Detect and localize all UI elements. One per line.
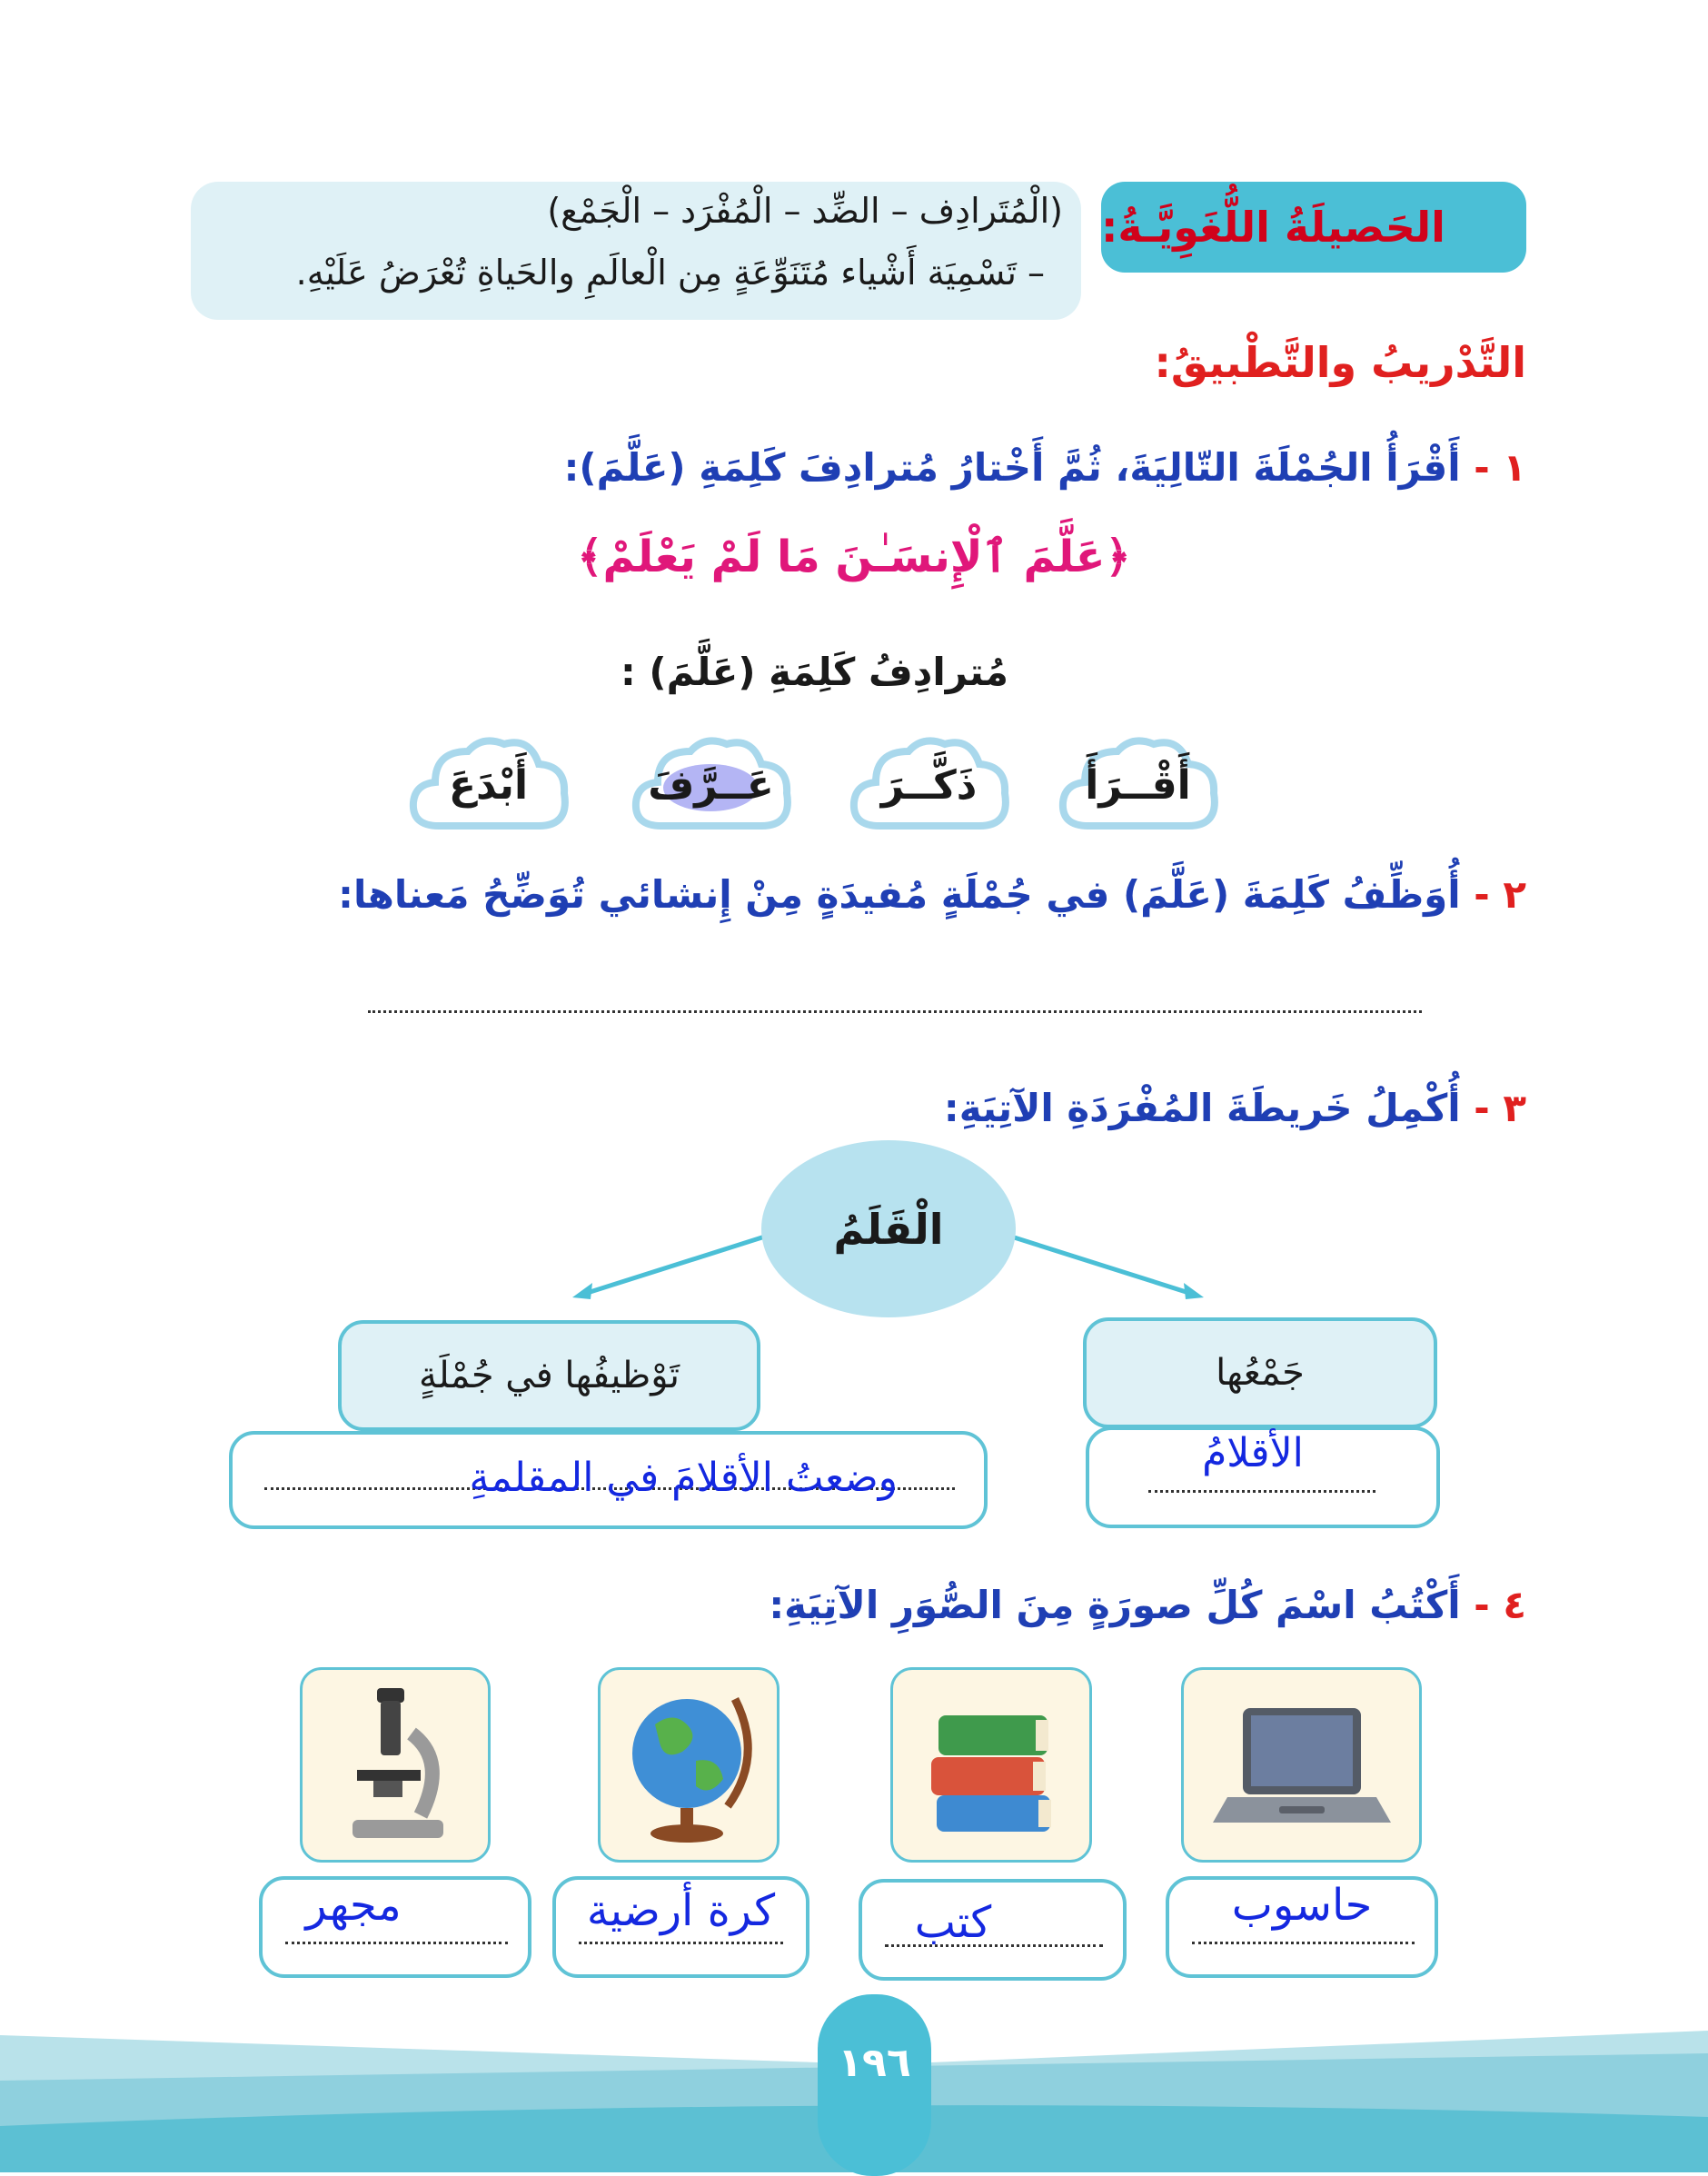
answer-box-books[interactable] xyxy=(859,1879,1127,1981)
section-label: الحَصيلَةُ اللُّغَوِيَّـةُ: xyxy=(1101,182,1526,273)
question-3-text: أُكْمِلُ خَريطَةَ المُفْرَدَةِ الآتِيَةِ: xyxy=(943,1086,1461,1130)
page-number: ١٩٦ xyxy=(818,1994,931,2176)
microscope-picture xyxy=(300,1667,491,1863)
answer-box-microscope[interactable] xyxy=(259,1876,531,1978)
answer-line[interactable] xyxy=(368,1010,1422,1013)
question-2-text: أُوَظِّفُ كَلِمَةَ (عَلَّمَ) في جُمْلَةٍ مُفيدَةٍ مِنْ إِنشائي تُوَضِّحُ مَعناها: xyxy=(338,872,1461,917)
option-label: ذَكَّــرَ xyxy=(880,762,978,809)
question-1-text: أَقْرَأُ الجُمْلَةَ التّالِيَةَ، ثُمَّ أَخْتارُ مُترادِفَ كَلِمَةِ (عَلَّمَ): xyxy=(563,445,1461,490)
plural-answer-box[interactable] xyxy=(1086,1426,1440,1528)
dotted-line xyxy=(285,1942,508,1944)
option-cloud-selected[interactable] xyxy=(627,731,795,840)
plural-header-box xyxy=(1083,1317,1437,1428)
option-label: عَــرَّفَ xyxy=(648,762,774,809)
answer-laptop: حاسوب xyxy=(1231,1880,1373,1931)
answer-books: كتب xyxy=(914,1897,992,1948)
usage-answer-box[interactable] xyxy=(229,1431,988,1529)
option-cloud[interactable] xyxy=(1054,731,1222,840)
synonym-label: مُترادِفُ كَلِمَةِ (عَلَّمَ) : xyxy=(620,650,1008,694)
question-4-number: ٤ - xyxy=(1474,1583,1526,1627)
dotted-line xyxy=(1192,1942,1415,1944)
question-3 xyxy=(944,1086,1526,1130)
question-1 xyxy=(564,445,1526,490)
globe-picture xyxy=(598,1667,780,1863)
answer-microscope: مجهر xyxy=(305,1880,402,1931)
option-cloud[interactable] xyxy=(404,731,572,840)
summary-line-1: (الْمُتَرادِف – الضِّد – الْمُفْرَد – الْجَمْع) xyxy=(547,191,1063,231)
question-3-number: ٣ - xyxy=(1474,1086,1526,1130)
globe-icon xyxy=(601,1670,777,1860)
usage-answer: وضعتُ الأقلامَ في المقلمةِ xyxy=(469,1455,898,1501)
option-cloud[interactable] xyxy=(845,731,1013,840)
usage-header: تَوْظيفُها في جُمْلَةٍ xyxy=(419,1355,680,1396)
answer-box-laptop[interactable] xyxy=(1166,1876,1438,1978)
option-label: أَبْدَعَ xyxy=(448,762,529,809)
question-2 xyxy=(338,872,1526,917)
question-4 xyxy=(769,1583,1526,1627)
plural-dotted-line xyxy=(1148,1490,1375,1493)
books-icon xyxy=(893,1670,1089,1860)
plural-header: جَمْعُها xyxy=(1216,1352,1305,1394)
quran-verse: ﴿عَلَّمَ ٱلْإِنسَـٰنَ مَا لَمْ يَعْلَمْ﴾ xyxy=(577,532,1131,582)
section-title: التَّدْريبُ والتَّطْبيقُ: xyxy=(1154,338,1526,387)
microscope-icon xyxy=(303,1670,488,1860)
usage-header-box xyxy=(338,1320,760,1431)
laptop-picture xyxy=(1181,1667,1422,1863)
books-picture xyxy=(890,1667,1092,1863)
question-1-number: ١ - xyxy=(1474,445,1526,490)
answer-globe: كرة أرضية xyxy=(586,1885,776,1936)
question-4-text: أَكْتُبُ اسْمَ كُلِّ صورَةٍ مِنَ الصُّوَرِ الآتِيَةِ: xyxy=(769,1583,1461,1627)
laptop-icon xyxy=(1184,1670,1419,1860)
dotted-line xyxy=(579,1942,783,1944)
answer-box-globe[interactable] xyxy=(552,1876,809,1978)
center-word-bubble xyxy=(761,1140,1016,1317)
center-word: الْقَلَمُ xyxy=(833,1204,944,1254)
summary-line-2: – تَسْمِيَة أَشْياء مُتَنَوِّعَةٍ مِن الْعالَمِ والحَياةِ تُعْرَضُ عَلَيْهِ. xyxy=(295,253,1045,293)
question-2-number: ٢ - xyxy=(1474,872,1526,917)
option-label: أَقْــرَأَ xyxy=(1085,762,1191,809)
plural-answer: الأقلامُ xyxy=(1202,1430,1304,1476)
